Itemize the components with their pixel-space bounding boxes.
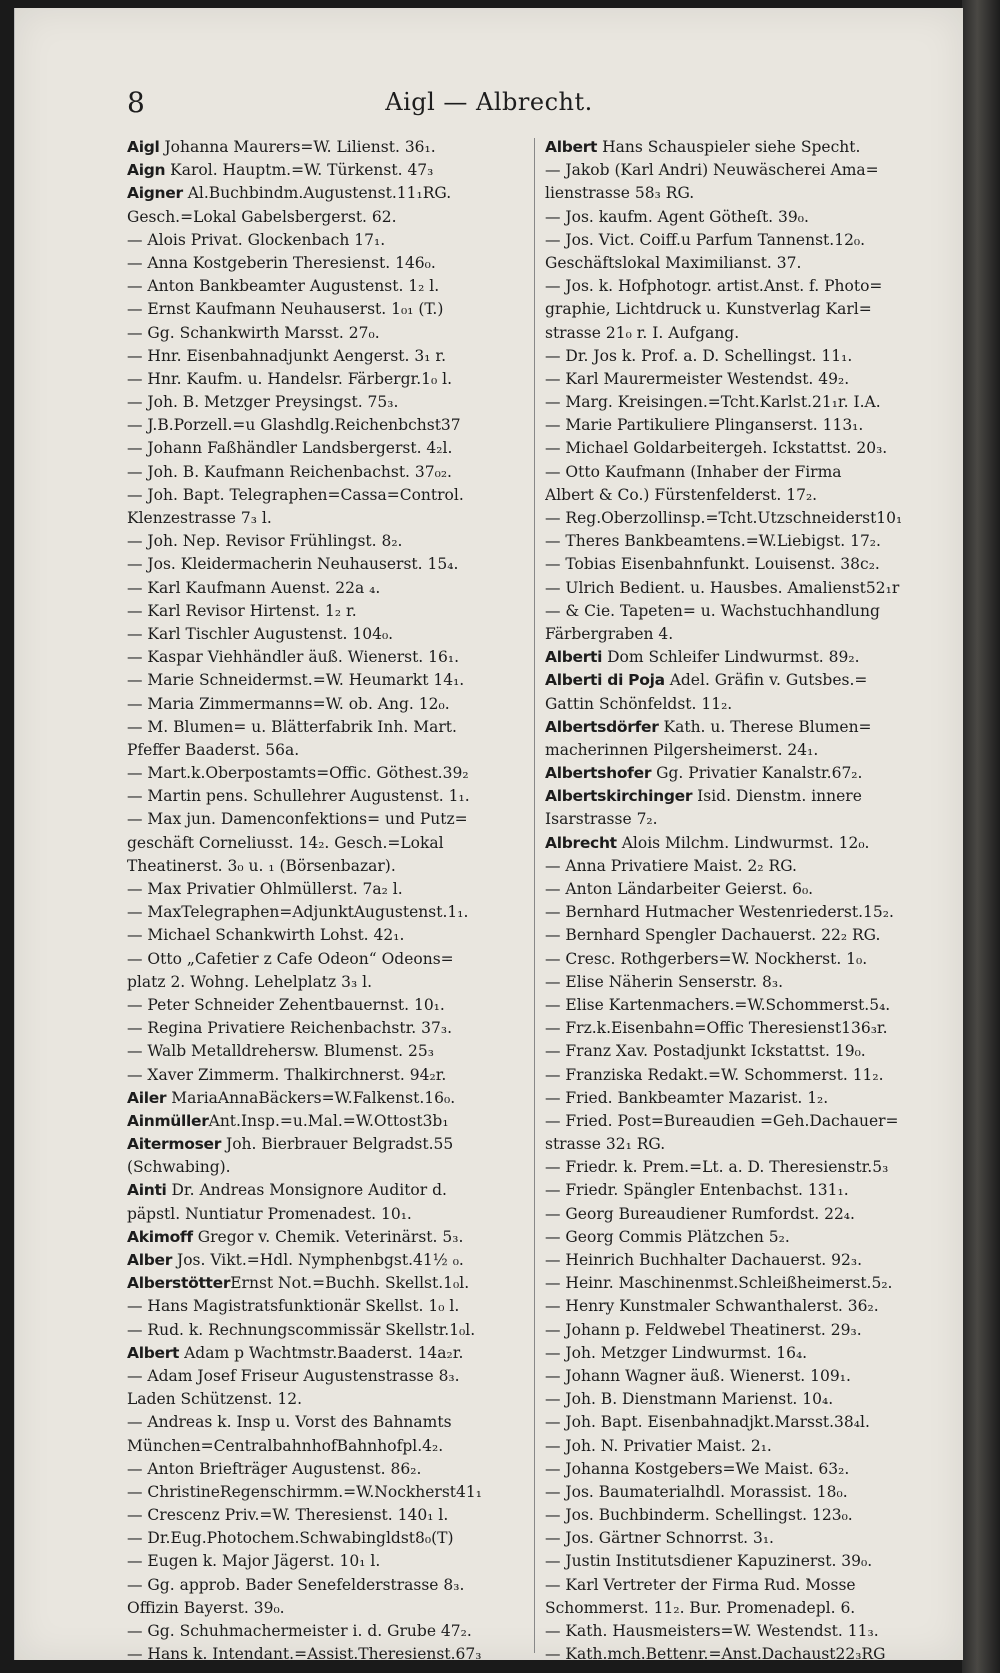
entry-text: — Gg. Schuhmachermeister i. d. Grube 47₂.	[127, 1622, 472, 1640]
directory-entry-line	[545, 901, 955, 924]
entry-text: — Alois Privat. Glockenbach 17₁.	[127, 230, 386, 249]
directory-entry-line	[545, 414, 955, 437]
directory-entry-line	[545, 1435, 955, 1458]
left-column	[127, 136, 515, 1666]
entry-text: — Maria Zimmermanns=W. ob. Ang. 12₀.	[127, 694, 450, 713]
directory-entry-line	[127, 1643, 515, 1666]
directory-entry-line	[545, 1156, 955, 1179]
entry-text: — Jos. Kleidermacherin Neuhauserst. 15₄.	[127, 555, 459, 574]
directory-entry-line	[127, 1226, 515, 1249]
directory-entry-line	[545, 136, 955, 159]
directory-entry-line	[545, 669, 955, 692]
entry-text: Offizin Bayerst. 39₀.	[127, 1598, 285, 1617]
page-header	[15, 86, 963, 126]
directory-entry-line	[545, 252, 955, 275]
entry-text: — Otto Kaufmann (Inhaber der Firma	[545, 462, 842, 481]
directory-entry-line	[127, 623, 515, 646]
directory-entry-line	[545, 1110, 955, 1133]
surname-heading: Albertshofer	[545, 764, 652, 783]
entry-text: Geschäftslokal Maximilianst. 37.	[545, 253, 802, 272]
entry-text: — Frz.k.Eisenbahn=Offic Theresienst136₃r.	[545, 1019, 888, 1038]
entry-text: — Adam Josef Friseur Augustenstrasse 8₃.	[127, 1366, 460, 1385]
entry-text: — Johann Faßhändler Landsbergerst. 4₂l.	[127, 439, 453, 458]
directory-entry-line	[127, 878, 515, 901]
directory-entry-line	[545, 716, 955, 739]
entry-text: — Marie Partikuliere Plinganserst. 113₁.	[545, 416, 864, 435]
directory-entry-line	[127, 159, 515, 182]
entry-text: Färbergraben 4.	[545, 624, 674, 643]
surname-heading: Ainti	[127, 1181, 167, 1200]
directory-entry-line	[127, 1481, 515, 1504]
directory-entry-line	[127, 1272, 515, 1295]
entry-text: — Georg Commis Plätzchen 5₂.	[545, 1227, 790, 1246]
entry-text: lienstrasse 58₃ RG.	[545, 184, 695, 203]
entry-text: graphie, Lichtdruck u. Kunstverlag Karl=	[545, 300, 872, 319]
entry-text: — Jos. Baumaterialhdl. Morassist. 18₀.	[545, 1482, 848, 1501]
directory-entry-line	[545, 1017, 955, 1040]
directory-entry-line	[545, 507, 955, 530]
directory-entry-line	[545, 1272, 955, 1295]
entry-text: Isarstrasse 7₂.	[545, 810, 658, 829]
directory-entry-line	[127, 252, 515, 275]
surname-heading: Alber	[127, 1251, 173, 1269]
entry-text: Theatinerst. 3₀ u. ₁ (Börsenbazar).	[127, 856, 396, 875]
surname-heading: Alberstötter	[127, 1274, 231, 1293]
surname-heading: Alberti	[545, 648, 603, 667]
entry-text: — Jakob (Karl Andri) Neuwäscherei Ama=	[545, 161, 879, 180]
entry-text: — Elise Näherin Senserstr. 8₃.	[545, 972, 784, 991]
directory-entry-line	[127, 275, 515, 298]
directory-entry-line	[127, 948, 515, 971]
directory-entry-line	[545, 530, 955, 553]
directory-entry-line	[127, 136, 515, 159]
entry-text: — M. Blumen= u. Blätterfabrik Inh. Mart.	[127, 717, 457, 736]
surname-heading: Akimoff	[127, 1227, 193, 1246]
directory-entry-line	[545, 1249, 955, 1272]
entry-text: — Andreas k. Insp u. Vorst des Bahnamts	[127, 1413, 452, 1432]
directory-entry-line	[127, 1179, 515, 1202]
entry-text: — Regina Privatiere Reichenbachstr. 37₃.	[127, 1019, 453, 1038]
directory-entry-line	[127, 832, 515, 855]
directory-entry-line	[127, 1319, 515, 1342]
directory-entry-line	[127, 414, 515, 437]
directory-entry-line	[127, 1458, 515, 1481]
entry-text: — Hnr. Kaufm. u. Handelsr. Färbergr.1₀ l.	[127, 369, 453, 388]
directory-entry-line	[127, 1203, 515, 1226]
entry-text: Al.Buchbindm.Augustenst.11₁RG.	[182, 184, 452, 203]
entry-text: — Friedr. Spängler Entenbachst. 131₁.	[545, 1181, 849, 1200]
directory-entry-line	[545, 1133, 955, 1156]
entry-text: — Ulrich Bedient. u. Hausbes. Amalienst52₁r	[545, 578, 900, 597]
directory-entry-line	[127, 785, 515, 808]
directory-entry-line	[127, 322, 515, 345]
directory-entry-line	[545, 808, 955, 831]
directory-entry-line	[545, 762, 955, 785]
directory-entry-line	[127, 298, 515, 321]
entry-text: — Franziska Redakt.=W. Schommerst. 11₂.	[545, 1065, 884, 1084]
directory-entry-line	[545, 948, 955, 971]
right-column	[545, 136, 955, 1666]
directory-entry-line	[545, 1527, 955, 1550]
directory-entry-line	[545, 1064, 955, 1087]
entry-text: — Rud. k. Rechnungscommissär Skellstr.1₀l.	[127, 1320, 476, 1339]
entry-text: — Karl Tischler Augustenst. 104₀.	[127, 624, 394, 643]
entry-text: — J.B.Porzell.=u Glashdlg.Reichenbchst37	[127, 416, 461, 435]
directory-entry-line	[545, 1040, 955, 1063]
directory-entry-line	[545, 739, 955, 762]
directory-entry-line	[127, 1017, 515, 1040]
directory-entry-line	[545, 693, 955, 716]
directory-entry-line	[127, 1504, 515, 1527]
entry-text: — Heinrich Buchhalter Dachauerst. 92₃.	[545, 1251, 863, 1269]
directory-entry-line	[545, 971, 955, 994]
directory-entry-line	[127, 206, 515, 229]
entry-text: — Kath.mch.Bettenr.=Anst.Dachaust22₃RG	[545, 1645, 886, 1664]
entry-text: — Jos. Vict. Coiff.u Parfum Tannenst.12₀.	[545, 230, 866, 249]
directory-entry-line	[127, 739, 515, 762]
entry-text: — Jos. k. Hofphotogr. artist.Anst. f. Photo=	[545, 277, 883, 296]
entry-text: — & Cie. Tapeten= u. Wachstuchhandlung	[545, 601, 880, 620]
entry-text: — Joh. B. Metzger Preysingst. 75₃.	[127, 393, 399, 412]
entry-text: — Max Privatier Ohlmüllerst. 7a₂ l.	[127, 880, 403, 898]
entry-text: Adam p Wachtmstr.Baaderst. 14a₂r.	[179, 1343, 464, 1362]
entry-text: päpstl. Nuntiatur Promenadest. 10₁.	[127, 1204, 412, 1223]
entry-text: — Cresc. Rothgerbers=W. Nockherst. 1₀.	[545, 949, 868, 968]
book-spine-edge	[962, 0, 1000, 1673]
directory-entry-line	[545, 1458, 955, 1481]
entry-text: — Tobias Eisenbahnfunkt. Louisenst. 38c₂.	[545, 555, 880, 574]
entry-text: — Reg.Oberzollinsp.=Tcht.Utzschneiderst10₁	[545, 509, 903, 527]
entry-text: — Hans k. Intendant.=Assist.Theresienst.67₃	[127, 1645, 482, 1664]
page-number: 8	[127, 86, 145, 119]
entry-text: — Anton Ländarbeiter Geierst. 6₀.	[545, 880, 814, 898]
surname-heading: Aitermoser	[127, 1135, 222, 1154]
entry-text: — Anna Privatiere Maist. 2₂ RG.	[545, 856, 797, 875]
directory-entry-line	[127, 1597, 515, 1620]
entry-text: Ant.Insp.=u.Mal.=W.Ottost3b₁	[208, 1111, 449, 1130]
directory-entry-line	[127, 368, 515, 391]
directory-entry-line	[545, 437, 955, 460]
directory-entry-line	[127, 1411, 515, 1434]
directory-entry-line	[545, 600, 955, 623]
directory-entry-line	[127, 1388, 515, 1411]
surname-heading: Ailer	[127, 1088, 167, 1107]
entry-text: — Henry Kunstmaler Schwanthalerst. 36₂.	[545, 1297, 879, 1316]
directory-entry-line	[127, 437, 515, 460]
entry-text: — Anton Briefträger Augustenst. 86₂.	[127, 1459, 422, 1478]
entry-text: — Jos. Buchbinderm. Schellingst. 123₀.	[545, 1506, 853, 1525]
directory-entry-line	[127, 1620, 515, 1643]
entry-text: Ernst Not.=Buchh. Skellst.1₀l.	[230, 1274, 470, 1293]
entry-text: — Ernst Kaufmann Neuhauserst. 1₀₁ (T.)	[127, 300, 444, 319]
directory-entry-line	[127, 1527, 515, 1550]
entry-text: strasse 32₁ RG.	[545, 1135, 666, 1154]
directory-entry-line	[127, 600, 515, 623]
directory-entry-line	[127, 762, 515, 785]
entry-text: Kath. u. Therese Blumen=	[658, 717, 872, 736]
entry-text: Pfeffer Baaderst. 56a.	[127, 740, 300, 759]
directory-entry-line	[545, 1365, 955, 1388]
directory-entry-line	[545, 878, 955, 901]
entry-text: — Otto „Cafetier z Cafe Odeon“ Odeons=	[127, 949, 454, 968]
entry-text: Laden Schützenst. 12.	[127, 1390, 303, 1409]
entry-text: — Bernhard Hutmacher Westenriederst.15₂.	[545, 903, 894, 922]
entry-text: Adel. Gräfin v. Gutsbes.=	[664, 671, 868, 690]
entry-text: — Joh. Metzger Lindwurmst. 16₄.	[545, 1343, 808, 1362]
directory-entry-line	[127, 716, 515, 739]
surname-heading: Ainmüller	[127, 1111, 209, 1130]
surname-heading: Aigl	[127, 138, 160, 156]
entry-text: — Franz Xav. Postadjunkt Ickstattst. 19₀.	[545, 1042, 866, 1061]
directory-entry-line	[545, 391, 955, 414]
entry-text: — Hnr. Eisenbahnadjunkt Aengerst. 3₁ r.	[127, 346, 447, 365]
directory-entry-line	[545, 1411, 955, 1434]
directory-entry-line	[127, 971, 515, 994]
directory-entry-line	[545, 345, 955, 368]
directory-entry-line	[127, 1040, 515, 1063]
directory-entry-line	[545, 553, 955, 576]
entry-text: Gattin Schönfeldst. 11₂.	[545, 694, 733, 713]
entry-text: Gesch.=Lokal Gabelsbergerst. 62.	[127, 207, 397, 226]
directory-entry-line	[127, 182, 515, 205]
directory-entry-line	[545, 298, 955, 321]
directory-entry-line	[545, 1643, 955, 1666]
directory-entry-line	[545, 924, 955, 947]
entry-text: — Crescenz Priv.=W. Theresienst. 140₁ l.	[127, 1506, 449, 1525]
surname-heading: Albertsdörfer	[545, 717, 659, 736]
directory-entry-line	[545, 322, 955, 345]
entry-text: macherinnen Pilgersheimerst. 24₁.	[545, 740, 819, 759]
entry-text: — Michael Schankwirth Lohst. 42₁.	[127, 926, 405, 945]
directory-entry-line	[127, 507, 515, 530]
entry-text: — Karl Kaufmann Auenst. 22a ₄.	[127, 578, 381, 597]
entry-text: — Dr. Jos k. Prof. a. D. Schellingst. 11₁.	[545, 346, 853, 365]
directory-entry-line	[545, 1388, 955, 1411]
directory-entry-line	[127, 1156, 515, 1179]
directory-entry-line	[127, 391, 515, 414]
entry-text: Schommerst. 11₂. Bur. Promenadepl. 6.	[545, 1598, 856, 1617]
directory-entry-line	[127, 1110, 515, 1133]
directory-entry-line	[545, 1179, 955, 1202]
entry-text: — Bernhard Spengler Dachauerst. 22₂ RG.	[545, 926, 881, 945]
entry-text: — Marie Schneidermst.=W. Heumarkt 14₁.	[127, 671, 465, 690]
directory-entry-line	[545, 1295, 955, 1318]
entry-text: — Anna Kostgeberin Theresienst. 146₀.	[127, 253, 436, 272]
entry-text: — Anton Bankbeamter Augustenst. 1₂ l.	[127, 277, 440, 296]
entry-text: — Joh. Nep. Revisor Frühlingst. 8₂.	[127, 532, 403, 551]
entry-text: Jos. Vikt.=Hdl. Nymphenbgst.41½ ₀.	[172, 1251, 464, 1269]
entry-text: — Peter Schneider Zehentbauernst. 10₁.	[127, 995, 445, 1014]
directory-entry-line	[127, 530, 515, 553]
surname-heading: Aign	[127, 161, 166, 180]
directory-entry-line	[127, 1365, 515, 1388]
entry-text: — Jos. kaufm. Agent Götheſt. 39₀.	[545, 207, 809, 226]
entry-text: Isid. Dienstm. innere	[692, 787, 862, 806]
directory-entry-line	[545, 1597, 955, 1620]
directory-entry-line	[545, 1226, 955, 1249]
directory-entry-line	[127, 1435, 515, 1458]
entry-text: — Karl Revisor Hirtenst. 1₂ r.	[127, 601, 357, 620]
entry-text: — Martin pens. Schullehrer Augustenst. 1₁.	[127, 787, 470, 806]
entry-text: Dr. Andreas Monsignore Auditor d.	[166, 1181, 447, 1200]
entry-text: Karol. Hauptm.=W. Türkenst. 47₃	[165, 161, 434, 180]
surname-heading: Alberti di Poja	[545, 671, 665, 690]
directory-entry-line	[127, 1087, 515, 1110]
entry-text: — ChristineRegenschirmm.=W.Nockherst41₁	[127, 1482, 482, 1501]
directory-entry-line	[127, 484, 515, 507]
directory-entry-line	[545, 229, 955, 252]
directory-entry-line	[545, 577, 955, 600]
directory-entry-line	[127, 1133, 515, 1156]
directory-entry-line	[127, 1064, 515, 1087]
surname-heading: Albertskirchinger	[545, 787, 693, 806]
entry-text: — Friedr. k. Prem.=Lt. a. D. Theresienstr.5₃	[545, 1158, 889, 1177]
entry-text: — Elise Kartenmachers.=W.Schommerst.5₄.	[545, 995, 891, 1014]
directory-entry-line	[127, 1574, 515, 1597]
directory-entry-line	[127, 994, 515, 1017]
directory-entry-line	[127, 553, 515, 576]
entry-text: — Johanna Kostgebers=We Maist. 63₂.	[545, 1459, 850, 1478]
directory-entry-line	[545, 1342, 955, 1365]
entry-text: — Justin Institutsdiener Kapuzinerst. 39₀.	[545, 1552, 873, 1571]
surname-heading: Albrecht	[545, 833, 617, 852]
directory-entry-line	[545, 646, 955, 669]
directory-entry-line	[127, 577, 515, 600]
directory-entry-line	[545, 368, 955, 391]
entry-text: — Theres Bankbeamtens.=W.Liebigst. 17₂.	[545, 532, 881, 551]
directory-entry-line	[545, 832, 955, 855]
directory-entry-line	[545, 484, 955, 507]
entry-text: platz 2. Wohng. Lehelplatz 3₃ l.	[127, 972, 373, 991]
entry-text: Alois Milchm. Lindwurmst. 12₀.	[616, 833, 870, 852]
entry-text: — Fried. Post=Bureaudien =Geh.Dachauer=	[545, 1111, 899, 1130]
directory-entry-line	[545, 1504, 955, 1527]
column-divider	[534, 138, 535, 1653]
directory-entry-line	[127, 901, 515, 924]
entry-text: — Georg Bureaudiener Rumfordst. 22₄.	[545, 1204, 855, 1223]
directory-entry-line	[127, 1249, 515, 1272]
directory-entry-line	[545, 159, 955, 182]
entry-text: — Max jun. Damenconfektions= und Putz=	[127, 810, 468, 829]
entry-text: — Fried. Bankbeamter Mazarist. 1₂.	[545, 1088, 829, 1107]
entry-text: — Michael Goldarbeitergeh. Ickstattst. 20₃.	[545, 439, 888, 458]
directory-entry-line	[545, 994, 955, 1017]
directory-entry-line	[127, 1295, 515, 1318]
entry-text: (Schwabing).	[127, 1158, 231, 1177]
entry-text: — Xaver Zimmerm. Thalkirchnerst. 94₂r.	[127, 1065, 447, 1084]
entry-text: — Gg. Schankwirth Marsst. 27₀.	[127, 323, 380, 342]
directory-entry-line	[127, 693, 515, 716]
entry-text: — Joh. B. Kaufmann Reichenbachst. 37₀₂.	[127, 462, 452, 481]
directory-entry-line	[545, 206, 955, 229]
entry-text: — Jos. Gärtner Schnorrst. 3₁.	[545, 1529, 774, 1548]
directory-entry-line	[545, 1203, 955, 1226]
entry-text: — MaxTelegraphen=AdjunktAugustenst.1₁.	[127, 903, 469, 922]
directory-entry-line	[127, 345, 515, 368]
directory-page	[14, 8, 963, 1664]
directory-entry-line	[127, 808, 515, 831]
entry-text: Gg. Privatier Kanalstr.67₂.	[651, 764, 863, 783]
entry-text: — Gg. approb. Bader Senefelderstrasse 8₃.	[127, 1575, 465, 1594]
directory-entry-line	[545, 182, 955, 205]
directory-entry-line	[545, 623, 955, 646]
directory-entry-line	[127, 855, 515, 878]
entry-text: — Karl Vertreter der Firma Rud. Mosse	[545, 1575, 856, 1594]
surname-heading: Albert	[545, 138, 598, 156]
directory-entry-line	[545, 461, 955, 484]
entry-text: geschäft Corneliusst. 14₂. Gesch.=Lokal	[127, 833, 444, 852]
entry-text: Hans Schauspieler siehe Specht.	[597, 138, 861, 156]
directory-entry-line	[545, 1550, 955, 1573]
directory-entry-line	[545, 785, 955, 808]
directory-entry-line	[545, 1620, 955, 1643]
entry-text: München=CentralbahnhofBahnhofpl.4₂.	[127, 1436, 444, 1455]
directory-entry-line	[545, 275, 955, 298]
running-head: Aigl — Albrecht.	[385, 88, 593, 116]
entry-text: — Karl Maurermeister Westendst. 49₂.	[545, 369, 850, 388]
surname-heading: Albert	[127, 1343, 180, 1362]
directory-entry-line	[127, 1342, 515, 1365]
entry-text: — Kaspar Viehhändler äuß. Wienerst. 16₁.	[127, 648, 460, 667]
entry-text: — Marg. Kreisingen.=Tcht.Karlst.21₁r. I.A.	[545, 393, 881, 412]
entry-text: MariaAnnaBäckers=W.Falkenst.16₀.	[166, 1088, 456, 1107]
directory-entry-line	[545, 1319, 955, 1342]
entry-text: strasse 21₀ r. I. Aufgang.	[545, 323, 740, 342]
directory-entry-line	[545, 1481, 955, 1504]
entry-text: — Heinr. Maschinenmst.Schleißheimerst.5₂.	[545, 1274, 893, 1293]
directory-entry-line	[127, 669, 515, 692]
entry-text: — Johann Wagner äuß. Wienerst. 109₁.	[545, 1366, 851, 1385]
directory-entry-line	[127, 646, 515, 669]
directory-entry-line	[127, 924, 515, 947]
surname-heading: Aigner	[127, 184, 183, 203]
directory-entry-line	[127, 461, 515, 484]
entry-text: — Walb Metalldrehersw. Blumenst. 25₃	[127, 1042, 434, 1061]
entry-text: Joh. Bierbrauer Belgradst.55	[221, 1135, 454, 1154]
entry-text: Gregor v. Chemik. Veterinärst. 5₃.	[192, 1227, 464, 1246]
entry-text: Dom Schleifer Lindwurmst. 89₂.	[602, 648, 860, 667]
entry-text: — Joh. N. Privatier Maist. 2₁.	[545, 1436, 772, 1455]
entry-text: — Joh. Bapt. Telegraphen=Cassa=Control.	[127, 485, 464, 504]
directory-entry-line	[545, 855, 955, 878]
directory-entry-line	[545, 1574, 955, 1597]
entry-text: — Dr.Eug.Photochem.Schwabingldst8₀(T)	[127, 1529, 454, 1548]
entry-text: — Kath. Hausmeisters=W. Westendst. 11₃.	[545, 1622, 879, 1640]
entry-text: — Hans Magistratsfunktionär Skellst. 1₀ l.	[127, 1297, 460, 1316]
directory-entry-line	[127, 229, 515, 252]
entry-text: — Joh. B. Dienstmann Marienst. 10₄.	[545, 1390, 834, 1409]
entry-text: — Mart.k.Oberpostamts=Offic. Göthest.39₂	[127, 764, 469, 783]
entry-text: Johanna Maurers=W. Lilienst. 36₁.	[159, 138, 436, 156]
entry-text: — Joh. Bapt. Eisenbahnadjkt.Marsst.38₄l.	[545, 1413, 870, 1432]
entry-text: — Johann p. Feldwebel Theatinerst. 29₃.	[545, 1320, 862, 1339]
entry-text: Albert & Co.) Fürstenfelderst. 17₂.	[545, 485, 818, 504]
entry-text: Klenzestrasse 7₃ l.	[127, 509, 272, 527]
directory-entry-line	[545, 1087, 955, 1110]
entry-text: — Eugen k. Major Jägerst. 10₁ l.	[127, 1552, 381, 1571]
directory-entry-line	[127, 1550, 515, 1573]
